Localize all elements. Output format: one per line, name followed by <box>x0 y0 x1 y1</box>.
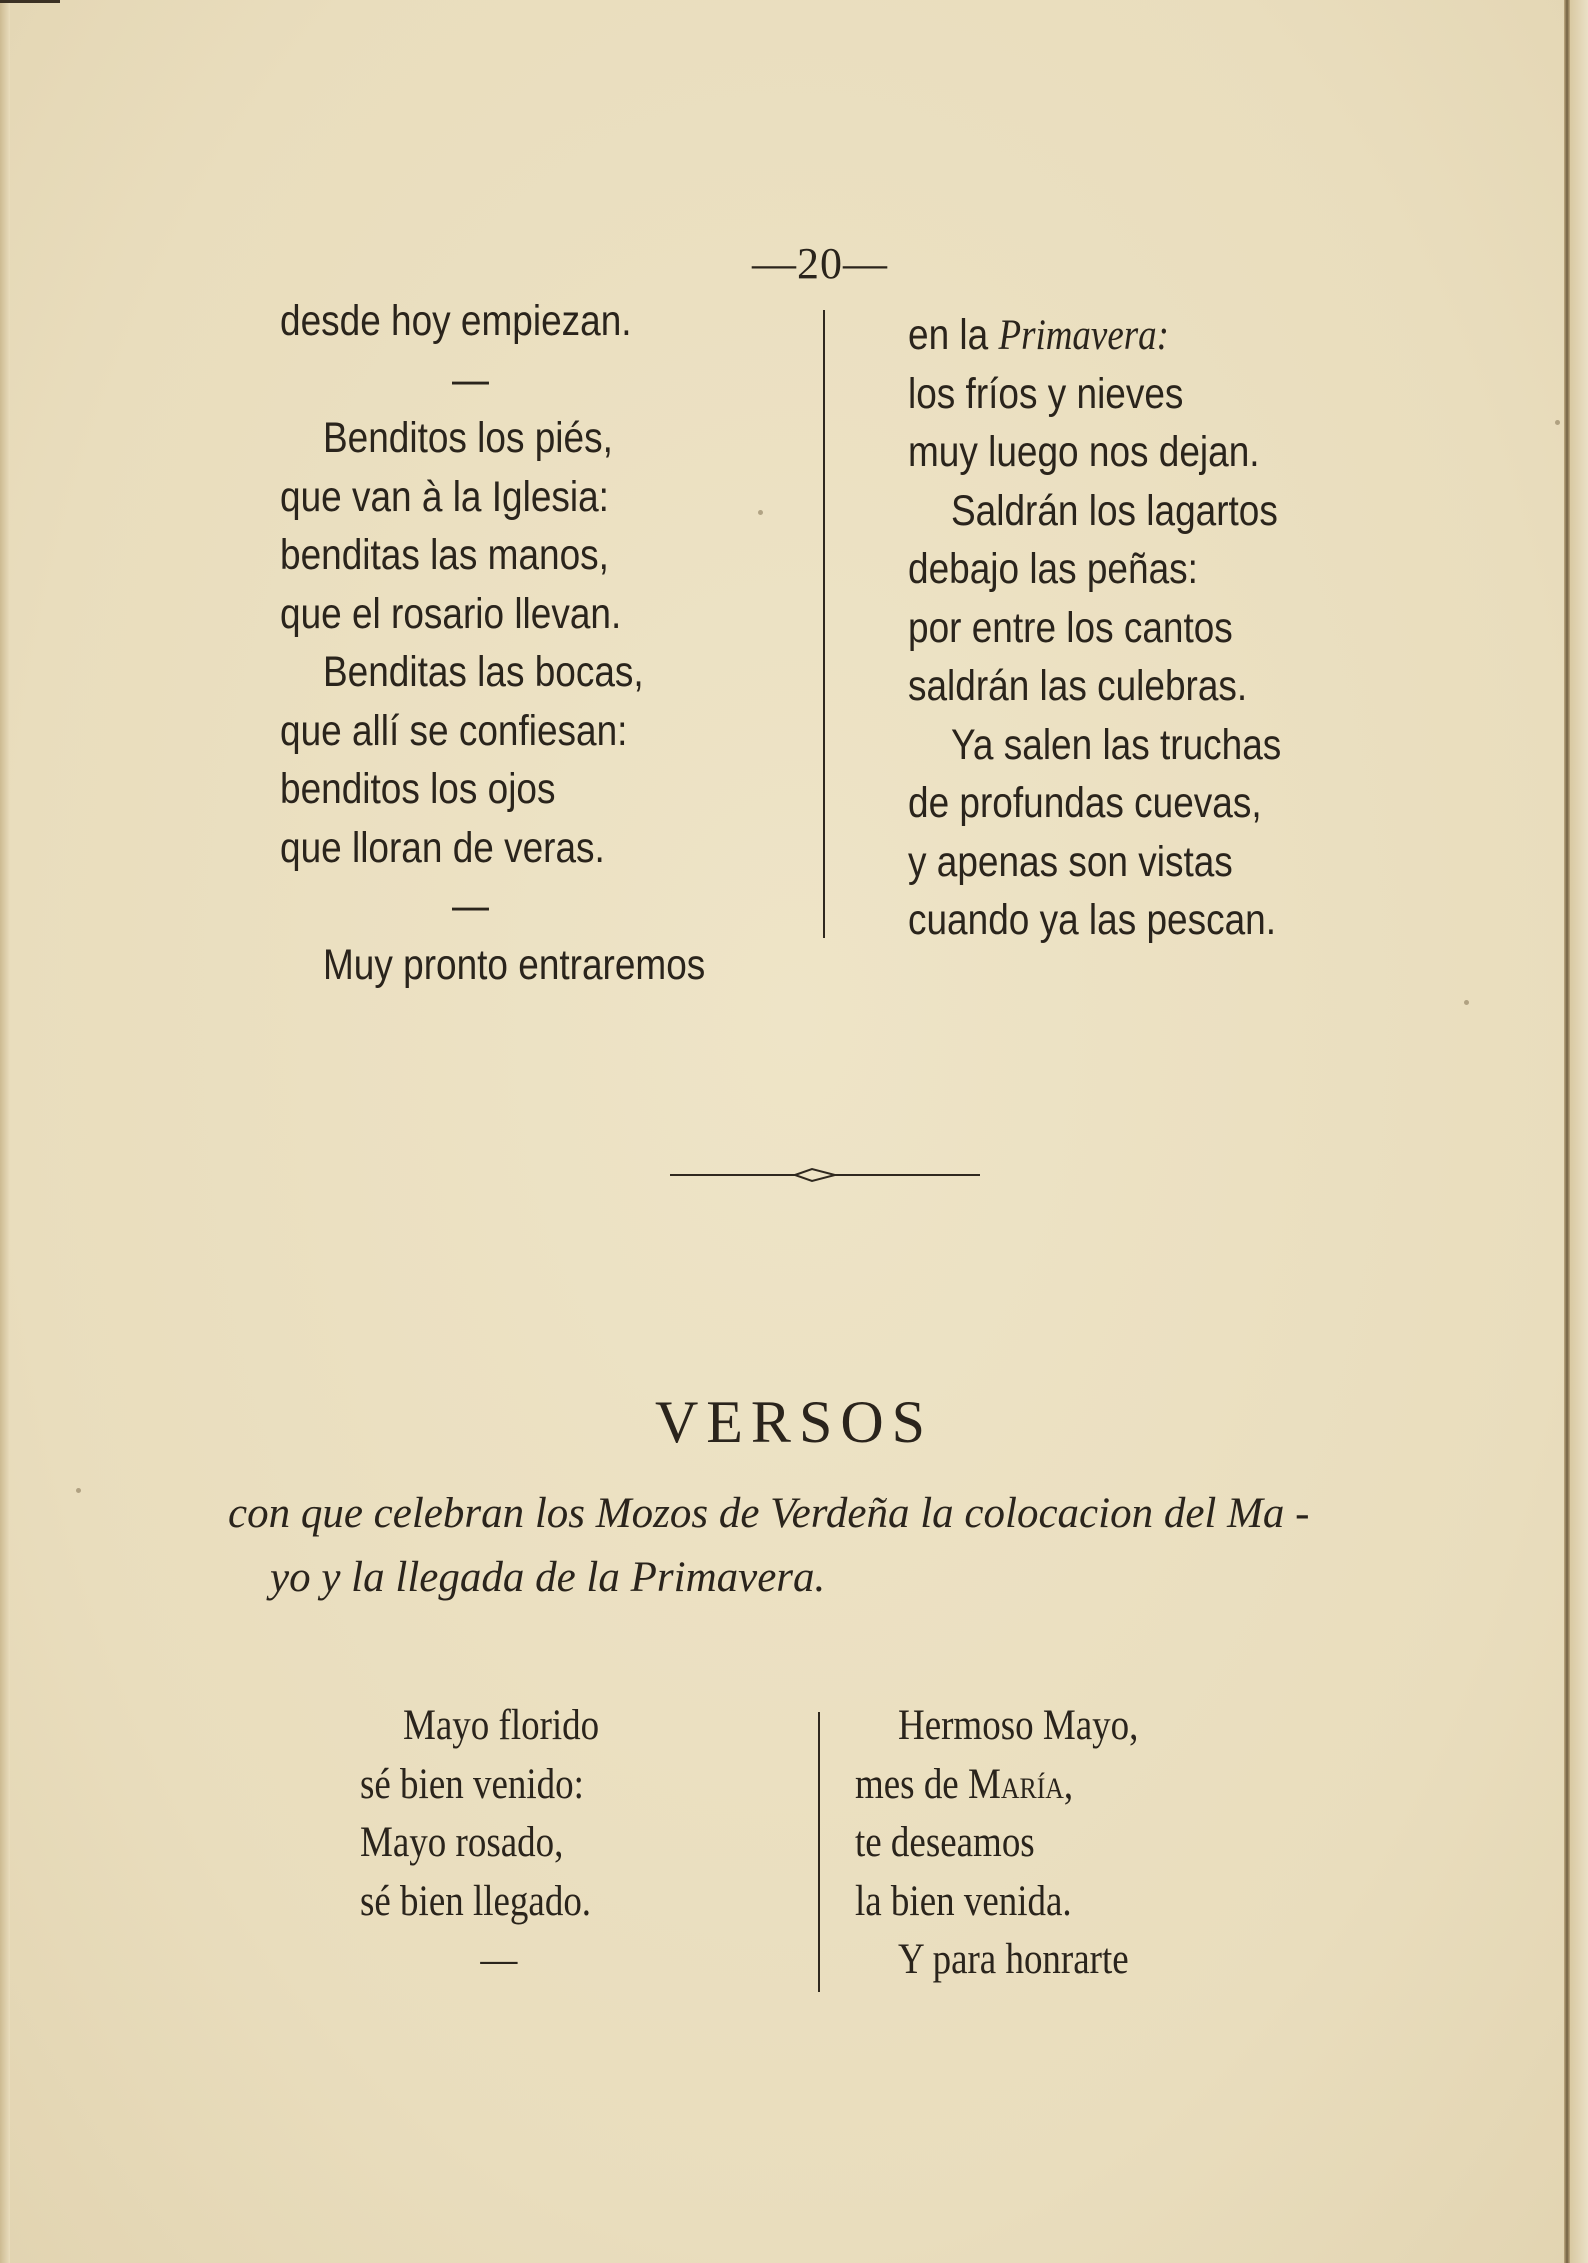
page-top-mark <box>0 0 60 3</box>
verse-line <box>855 1756 1138 1815</box>
verse-line: Benditos los piés, <box>323 414 613 462</box>
verse-line: la bien venida. <box>855 1877 1072 1925</box>
page-right-margin <box>1570 0 1588 2263</box>
verse-line: Mayo florido <box>403 1702 600 1749</box>
section-title: VERSOS <box>654 1389 934 1455</box>
bottom-left-column <box>360 1697 599 1990</box>
top-left-column <box>280 292 705 994</box>
verse-line: Y para honrarte <box>898 1936 1129 1983</box>
verse-line: que van à la Iglesia: <box>280 472 609 521</box>
paper-speck <box>758 510 763 515</box>
verse-line: saldrán las culebras. <box>908 662 1248 710</box>
page-number: —20— <box>752 239 888 288</box>
verse-line: Mayo rosado, <box>360 1819 564 1866</box>
verse-line: — <box>480 1936 518 1983</box>
verse-line-prefix: mes de <box>855 1760 968 1808</box>
page-left-edge <box>0 0 10 2263</box>
verse-line-smallcaps: María, <box>967 1760 1074 1808</box>
top-column-divider <box>823 310 825 938</box>
paper-speck <box>1464 1000 1469 1005</box>
verse-line: que allí se confiesan: <box>280 706 628 755</box>
verse-line: — <box>452 882 489 930</box>
verse-line: te deseamos <box>855 1819 1035 1866</box>
verse-line: — <box>452 355 489 404</box>
section-ornament <box>670 1158 980 1192</box>
top-right-column <box>908 306 1281 950</box>
verse-line <box>908 306 1281 365</box>
verse-line: cuando ya las pescan. <box>908 896 1276 944</box>
bottom-right-column <box>855 1697 1138 1990</box>
verse-line: sé bien venido: <box>360 1760 584 1808</box>
subtitle-line-2: yo y la llegada de la Primavera. <box>270 1554 826 1601</box>
verse-line: que el rosario llevan. <box>280 589 622 638</box>
verse-line: Hermoso Mayo, <box>898 1702 1139 1749</box>
verse-line: sé bien llegado. <box>360 1877 592 1925</box>
verse-line: benditos los ojos <box>280 765 556 813</box>
verse-line: Benditas las bocas, <box>323 648 644 696</box>
verse-line-italic: Primavera: <box>998 312 1169 359</box>
paper-speck <box>1555 420 1560 425</box>
verse-line: los fríos y nieves <box>908 369 1184 418</box>
paper-speck <box>76 1488 81 1493</box>
verse-line: muy luego nos dejan. <box>908 428 1260 476</box>
verse-line-prefix: en la <box>908 311 999 359</box>
verse-line: de profundas cuevas, <box>908 779 1262 827</box>
verse-line: que lloran de veras. <box>280 823 605 872</box>
verse-line: Ya salen las truchas <box>951 720 1282 769</box>
bottom-column-divider <box>818 1712 820 1992</box>
page-binding-edge <box>1564 0 1570 2263</box>
verse-line: benditas las manos, <box>280 531 609 579</box>
verse-line: desde hoy empiezan. <box>280 297 632 345</box>
verse-line: por entre los cantos <box>908 603 1233 652</box>
verse-line: Muy pronto entraremos <box>323 940 706 989</box>
verse-line: y apenas son vistas <box>908 837 1233 886</box>
verse-line: Saldrán los lagartos <box>951 486 1278 535</box>
subtitle-line-1: con que celebran los Mozos de Verdeña la colocacion del Ma - <box>228 1490 1310 1537</box>
verse-line: debajo las peñas: <box>908 545 1198 593</box>
